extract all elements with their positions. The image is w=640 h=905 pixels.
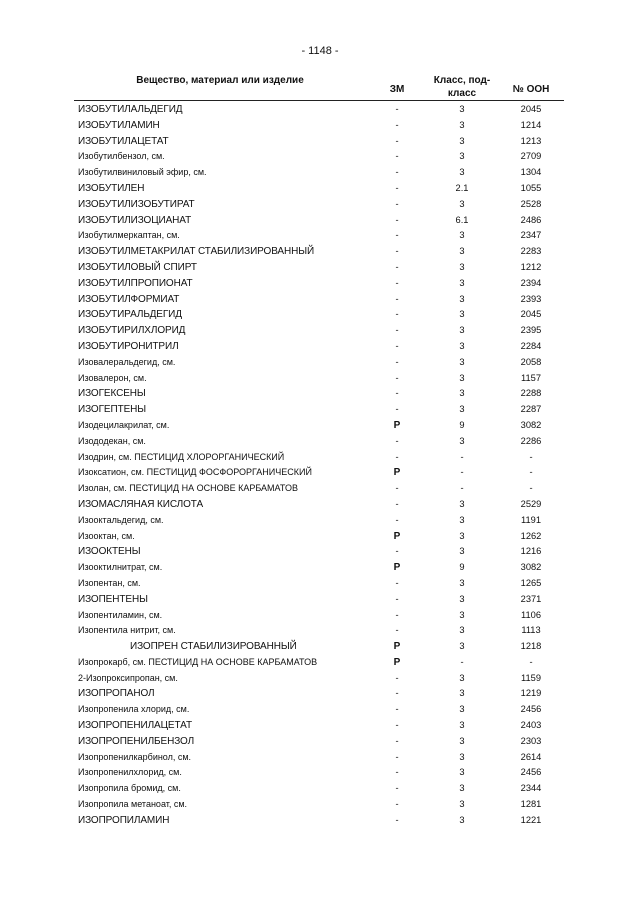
class-value: 3 — [459, 641, 465, 652]
table-row — [0, 434, 640, 450]
class-value: 3 — [459, 546, 465, 557]
table-row — [0, 292, 640, 308]
table-row — [0, 323, 640, 339]
class-value: - — [460, 483, 464, 494]
substance-name: ИЗОБУТИЛИЗОБУТИРАТ — [78, 198, 195, 210]
table-row — [0, 513, 640, 529]
class-value: - — [460, 451, 464, 462]
zm-value: - — [395, 514, 399, 525]
class-value: 3 — [459, 735, 465, 746]
un-number-value: 1218 — [520, 641, 542, 652]
class-value: 3 — [459, 435, 465, 446]
class-value: 3 — [459, 625, 465, 636]
substance-name: ИЗОБУТИРОНИТРИЛ — [78, 340, 179, 352]
substance-name: ИЗОГЕКСЕНЫ — [78, 388, 146, 400]
un-number-value: 2045 — [520, 104, 542, 114]
table-row — [0, 102, 640, 118]
zm-value: - — [395, 388, 399, 399]
substance-name: ИЗОБУТИЛМЕТАКРИЛАТ СТАБИЛИЗИРОВАННЫЙ — [78, 246, 315, 258]
zm-value: - — [395, 704, 399, 715]
zm-value: - — [395, 404, 399, 415]
table-row — [0, 386, 640, 402]
zm-value: - — [395, 277, 399, 288]
table-row — [0, 260, 640, 276]
un-number-value: 1055 — [520, 182, 542, 193]
un-number-value: 2456 — [520, 704, 542, 715]
table-row — [0, 450, 640, 466]
substance-name: Изопропила бромид, см. — [78, 783, 181, 794]
class-value: 3 — [459, 325, 465, 336]
table-row — [0, 402, 640, 418]
zm-value: - — [395, 720, 399, 731]
zm-value: - — [395, 309, 399, 320]
substance-name: ИЗОПРОПЕНИЛАЦЕТАТ — [78, 720, 192, 732]
zm-value: - — [395, 261, 399, 272]
zm-value: - — [395, 119, 399, 130]
class-value: 3 — [459, 720, 465, 731]
table-row — [0, 529, 640, 545]
class-value: 3 — [459, 135, 465, 146]
class-value: - — [460, 656, 464, 667]
table-row — [0, 750, 640, 766]
class-value: 3 — [459, 293, 465, 304]
zm-value: - — [395, 151, 399, 162]
substance-name: Изопропенилкарбинол, см. — [78, 751, 192, 762]
substance-name: ИЗОБУТИЛАМИН — [78, 119, 160, 131]
class-value: 9 — [459, 562, 465, 573]
zm-value: - — [395, 451, 399, 462]
class-value: 3 — [459, 198, 465, 209]
zm-value: - — [395, 814, 399, 825]
substance-name: Изобутилмеркаптан, см. — [78, 230, 180, 241]
class-value: 3 — [459, 356, 465, 367]
zm-value: - — [395, 214, 399, 225]
class-value: 3 — [459, 530, 465, 541]
substance-name: ИЗОБУТИЛИЗОЦИАНАТ — [78, 214, 192, 226]
zm-value: - — [395, 783, 399, 794]
zm-value: - — [395, 735, 399, 746]
zm-value: - — [395, 246, 399, 257]
class-value: 3 — [459, 388, 465, 399]
table-row — [0, 702, 640, 718]
un-number-value: 2344 — [520, 783, 542, 794]
substance-name: Изобутилвиниловый эфир, см. — [78, 167, 207, 178]
substance-name: Изооктилнитрат, см. — [78, 562, 163, 573]
un-number-value: 1191 — [521, 514, 541, 525]
un-number-value: 2045 — [520, 309, 542, 320]
class-value: 3 — [459, 261, 465, 272]
zm-value: P — [393, 656, 401, 668]
substance-name: Изооктальдегид, см. — [78, 514, 164, 525]
class-value: 6.1 — [455, 214, 469, 225]
un-number-value: - — [529, 467, 533, 478]
zm-value: - — [395, 625, 399, 636]
zm-value: - — [395, 293, 399, 304]
substance-name: ИЗОПРОПИЛАМИН — [78, 814, 170, 826]
zm-value: - — [395, 483, 399, 494]
un-number-value: - — [529, 656, 533, 667]
un-number-value: 1265 — [520, 577, 542, 588]
un-number-value: 1157 — [521, 372, 541, 383]
class-value: 3 — [459, 688, 465, 699]
table-row — [0, 544, 640, 560]
un-number-value: 1113 — [521, 625, 541, 636]
table-row — [0, 686, 640, 702]
zm-value: - — [395, 230, 399, 241]
header-un-number: № ООН — [512, 84, 550, 95]
zm-value: - — [395, 135, 399, 146]
class-value: - — [460, 467, 464, 478]
class-value: 3 — [459, 151, 465, 162]
table-row — [0, 339, 640, 355]
zm-value: - — [395, 167, 399, 178]
zm-value: - — [395, 577, 399, 588]
un-number-value: 2456 — [520, 767, 542, 778]
page-number: - 1148 - — [301, 45, 339, 57]
un-number-value: 2395 — [520, 325, 542, 336]
un-number-value: 1106 — [521, 609, 541, 620]
table-row — [0, 228, 640, 244]
table-row — [0, 639, 640, 655]
substance-name: ИЗОМАСЛЯНАЯ КИСЛОТА — [78, 498, 204, 510]
un-number-value: 1221 — [520, 814, 542, 825]
class-value: 9 — [459, 419, 465, 430]
un-number-value: 2403 — [520, 720, 542, 731]
un-number-value: 2287 — [520, 404, 542, 415]
substance-name: ИЗОБУТИРАЛЬДЕГИД — [78, 309, 182, 321]
class-value: 3 — [459, 340, 465, 351]
table-row — [0, 781, 640, 797]
substance-name: Изодрин, см. ПЕСТИЦИД ХЛОРОРГАНИЧЕСКИЙ — [78, 451, 285, 462]
header-substance: Вещество, материал или изделие — [136, 75, 304, 86]
zm-value: - — [395, 356, 399, 367]
substance-name: ИЗОГЕПТЕНЫ — [78, 404, 147, 416]
zm-value: - — [395, 340, 399, 351]
substance-name: Изопропила метаноат, см. — [78, 799, 188, 810]
table-row — [0, 560, 640, 576]
zm-value: - — [395, 799, 399, 810]
table-row — [0, 592, 640, 608]
table-row — [0, 355, 640, 371]
zm-value: - — [395, 546, 399, 557]
table-row — [0, 481, 640, 497]
un-number-value: 2283 — [520, 246, 542, 257]
class-value: 3 — [459, 119, 465, 130]
table-row — [0, 134, 640, 150]
zm-value: - — [395, 435, 399, 446]
substance-name: ИЗОБУТИЛФОРМИАТ — [78, 293, 180, 305]
zm-value: - — [395, 767, 399, 778]
table-row — [0, 813, 640, 829]
substance-name: ИЗОПРЕН СТАБИЛИЗИРОВАННЫЙ — [130, 641, 297, 653]
class-value: 3 — [459, 593, 465, 604]
class-value: 3 — [459, 704, 465, 715]
substance-name: ИЗООКТЕНЫ — [78, 546, 141, 558]
class-value: 3 — [459, 104, 465, 114]
substance-name: Изопентила нитрит, см. — [78, 625, 176, 636]
un-number-value: 2347 — [520, 230, 542, 241]
table-row — [0, 465, 640, 481]
zm-value: P — [393, 467, 401, 479]
header-rule — [74, 100, 564, 101]
un-number-value: 1262 — [520, 530, 542, 541]
un-number-value: 2709 — [520, 151, 542, 162]
class-value: 3 — [459, 309, 465, 320]
un-number-value: 1281 — [520, 799, 542, 810]
un-number-value: 1213 — [520, 135, 542, 146]
substance-name: 2-Изопроксипропан, см. — [78, 672, 178, 683]
class-value: 3 — [459, 498, 465, 509]
table-row — [0, 576, 640, 592]
un-number-value: 2284 — [520, 340, 542, 351]
substance-name: Изопрокарб, см. ПЕСТИЦИД НА ОСНОВЕ КАРБАМАТОВ — [78, 656, 318, 667]
class-value: 3 — [459, 609, 465, 620]
class-value: 3 — [459, 672, 465, 683]
zm-value: P — [393, 641, 401, 653]
substance-name: ИЗОБУТИРИЛХЛОРИД — [78, 325, 186, 337]
table-row — [0, 623, 640, 639]
un-number-value: 1219 — [520, 688, 542, 699]
un-number-value: 2393 — [520, 293, 542, 304]
table-row — [0, 497, 640, 513]
table-row — [0, 197, 640, 213]
class-value: 2.1 — [455, 182, 469, 193]
substance-name: Изодецилакрилат, см. — [78, 419, 170, 430]
class-value: 3 — [459, 277, 465, 288]
zm-value: P — [393, 562, 401, 574]
un-number-value: 1214 — [520, 119, 542, 130]
table-row — [0, 671, 640, 687]
substance-name: Изобутилбензол, см. — [78, 151, 165, 162]
substance-name: Изопропенилхлорид, см. — [78, 767, 182, 778]
table-row — [0, 418, 640, 434]
un-number-value: 2486 — [520, 214, 542, 225]
table-row — [0, 244, 640, 260]
table-row — [0, 276, 640, 292]
un-number-value: 2528 — [520, 198, 542, 209]
substance-name: Изопентиламин, см. — [78, 609, 163, 620]
substance-name: ИЗОБУТИЛАЦЕТАТ — [78, 135, 169, 147]
substance-name: ИЗОБУТИЛАЛЬДЕГИД — [78, 104, 183, 115]
un-number-value: 1304 — [520, 167, 542, 178]
un-number-value: 3082 — [520, 419, 542, 430]
table-row — [0, 734, 640, 750]
zm-value: - — [395, 688, 399, 699]
un-number-value: 2371 — [520, 593, 542, 604]
zm-value: P — [393, 530, 401, 542]
header-class-line1: Класс, под- — [433, 75, 491, 86]
un-number-value: 2529 — [520, 498, 542, 509]
substance-name: ИЗОПРОПЕНИЛБЕНЗОЛ — [78, 735, 195, 747]
table-row — [0, 765, 640, 781]
header-zm: ЗМ — [389, 84, 405, 95]
zm-value: - — [395, 104, 399, 114]
substance-name: Изододекан, см. — [78, 435, 146, 446]
table-row — [0, 181, 640, 197]
un-number-value: 1216 — [520, 546, 542, 557]
table-row — [0, 307, 640, 323]
class-value: 3 — [459, 799, 465, 810]
substance-name: Изолан, см. ПЕСТИЦИД НА ОСНОВЕ КАРБАМАТОВ — [78, 483, 298, 494]
zm-value: P — [393, 419, 401, 431]
class-value: 3 — [459, 783, 465, 794]
class-value: 3 — [459, 514, 465, 525]
class-value: 3 — [459, 751, 465, 762]
un-number-value: 2288 — [520, 388, 542, 399]
substance-name: Изоксатион, см. ПЕСТИЦИД ФОСФОРОРГАНИЧЕСКИЙ — [78, 467, 312, 478]
zm-value: - — [395, 372, 399, 383]
un-number-value: 2394 — [520, 277, 542, 288]
zm-value: - — [395, 672, 399, 683]
zm-value: - — [395, 325, 399, 336]
zm-value: - — [395, 498, 399, 509]
table-row — [0, 797, 640, 813]
un-number-value: 2614 — [520, 751, 542, 762]
header-class — [424, 74, 500, 100]
substance-name: ИЗОБУТИЛОВЫЙ СПИРТ — [78, 261, 197, 273]
zm-value: - — [395, 609, 399, 620]
substance-name: Изовалеральдегид, см. — [78, 356, 176, 367]
un-number-value: 2303 — [520, 735, 542, 746]
class-value: 3 — [459, 246, 465, 257]
substance-table — [0, 102, 640, 829]
un-number-value: 3082 — [520, 562, 542, 573]
substance-name: ИЗОБУТИЛЕН — [78, 182, 145, 194]
table-row — [0, 655, 640, 671]
table-row — [0, 718, 640, 734]
un-number-value: 1159 — [521, 672, 541, 683]
un-number-value: 1212 — [520, 261, 542, 272]
header-class-line2: класс — [447, 88, 477, 99]
table-row — [0, 213, 640, 229]
un-number-value: - — [529, 483, 533, 494]
class-value: 3 — [459, 814, 465, 825]
class-value: 3 — [459, 404, 465, 415]
class-value: 3 — [459, 167, 465, 178]
un-number-value: 2286 — [520, 435, 542, 446]
un-number-value: 2058 — [520, 356, 542, 367]
table-row — [0, 118, 640, 134]
class-value: 3 — [459, 767, 465, 778]
zm-value: - — [395, 182, 399, 193]
table-row — [0, 608, 640, 624]
zm-value: - — [395, 198, 399, 209]
zm-value: - — [395, 751, 399, 762]
table-row — [0, 371, 640, 387]
substance-name: Изооктан, см. — [78, 530, 135, 541]
zm-value: - — [395, 593, 399, 604]
substance-name: Изовалерон, см. — [78, 372, 147, 383]
table-row — [0, 149, 640, 165]
class-value: 3 — [459, 230, 465, 241]
substance-name: ИЗОПЕНТЕНЫ — [78, 593, 148, 605]
substance-name: ИЗОБУТИЛПРОПИОНАТ — [78, 277, 193, 289]
substance-name: ИЗОПРОПАНОЛ — [78, 688, 155, 700]
substance-name: Изопентан, см. — [78, 577, 141, 588]
table-row — [0, 165, 640, 181]
substance-name: Изопропенила хлорид, см. — [78, 704, 190, 715]
un-number-value: - — [529, 451, 533, 462]
class-value: 3 — [459, 577, 465, 588]
class-value: 3 — [459, 372, 465, 383]
